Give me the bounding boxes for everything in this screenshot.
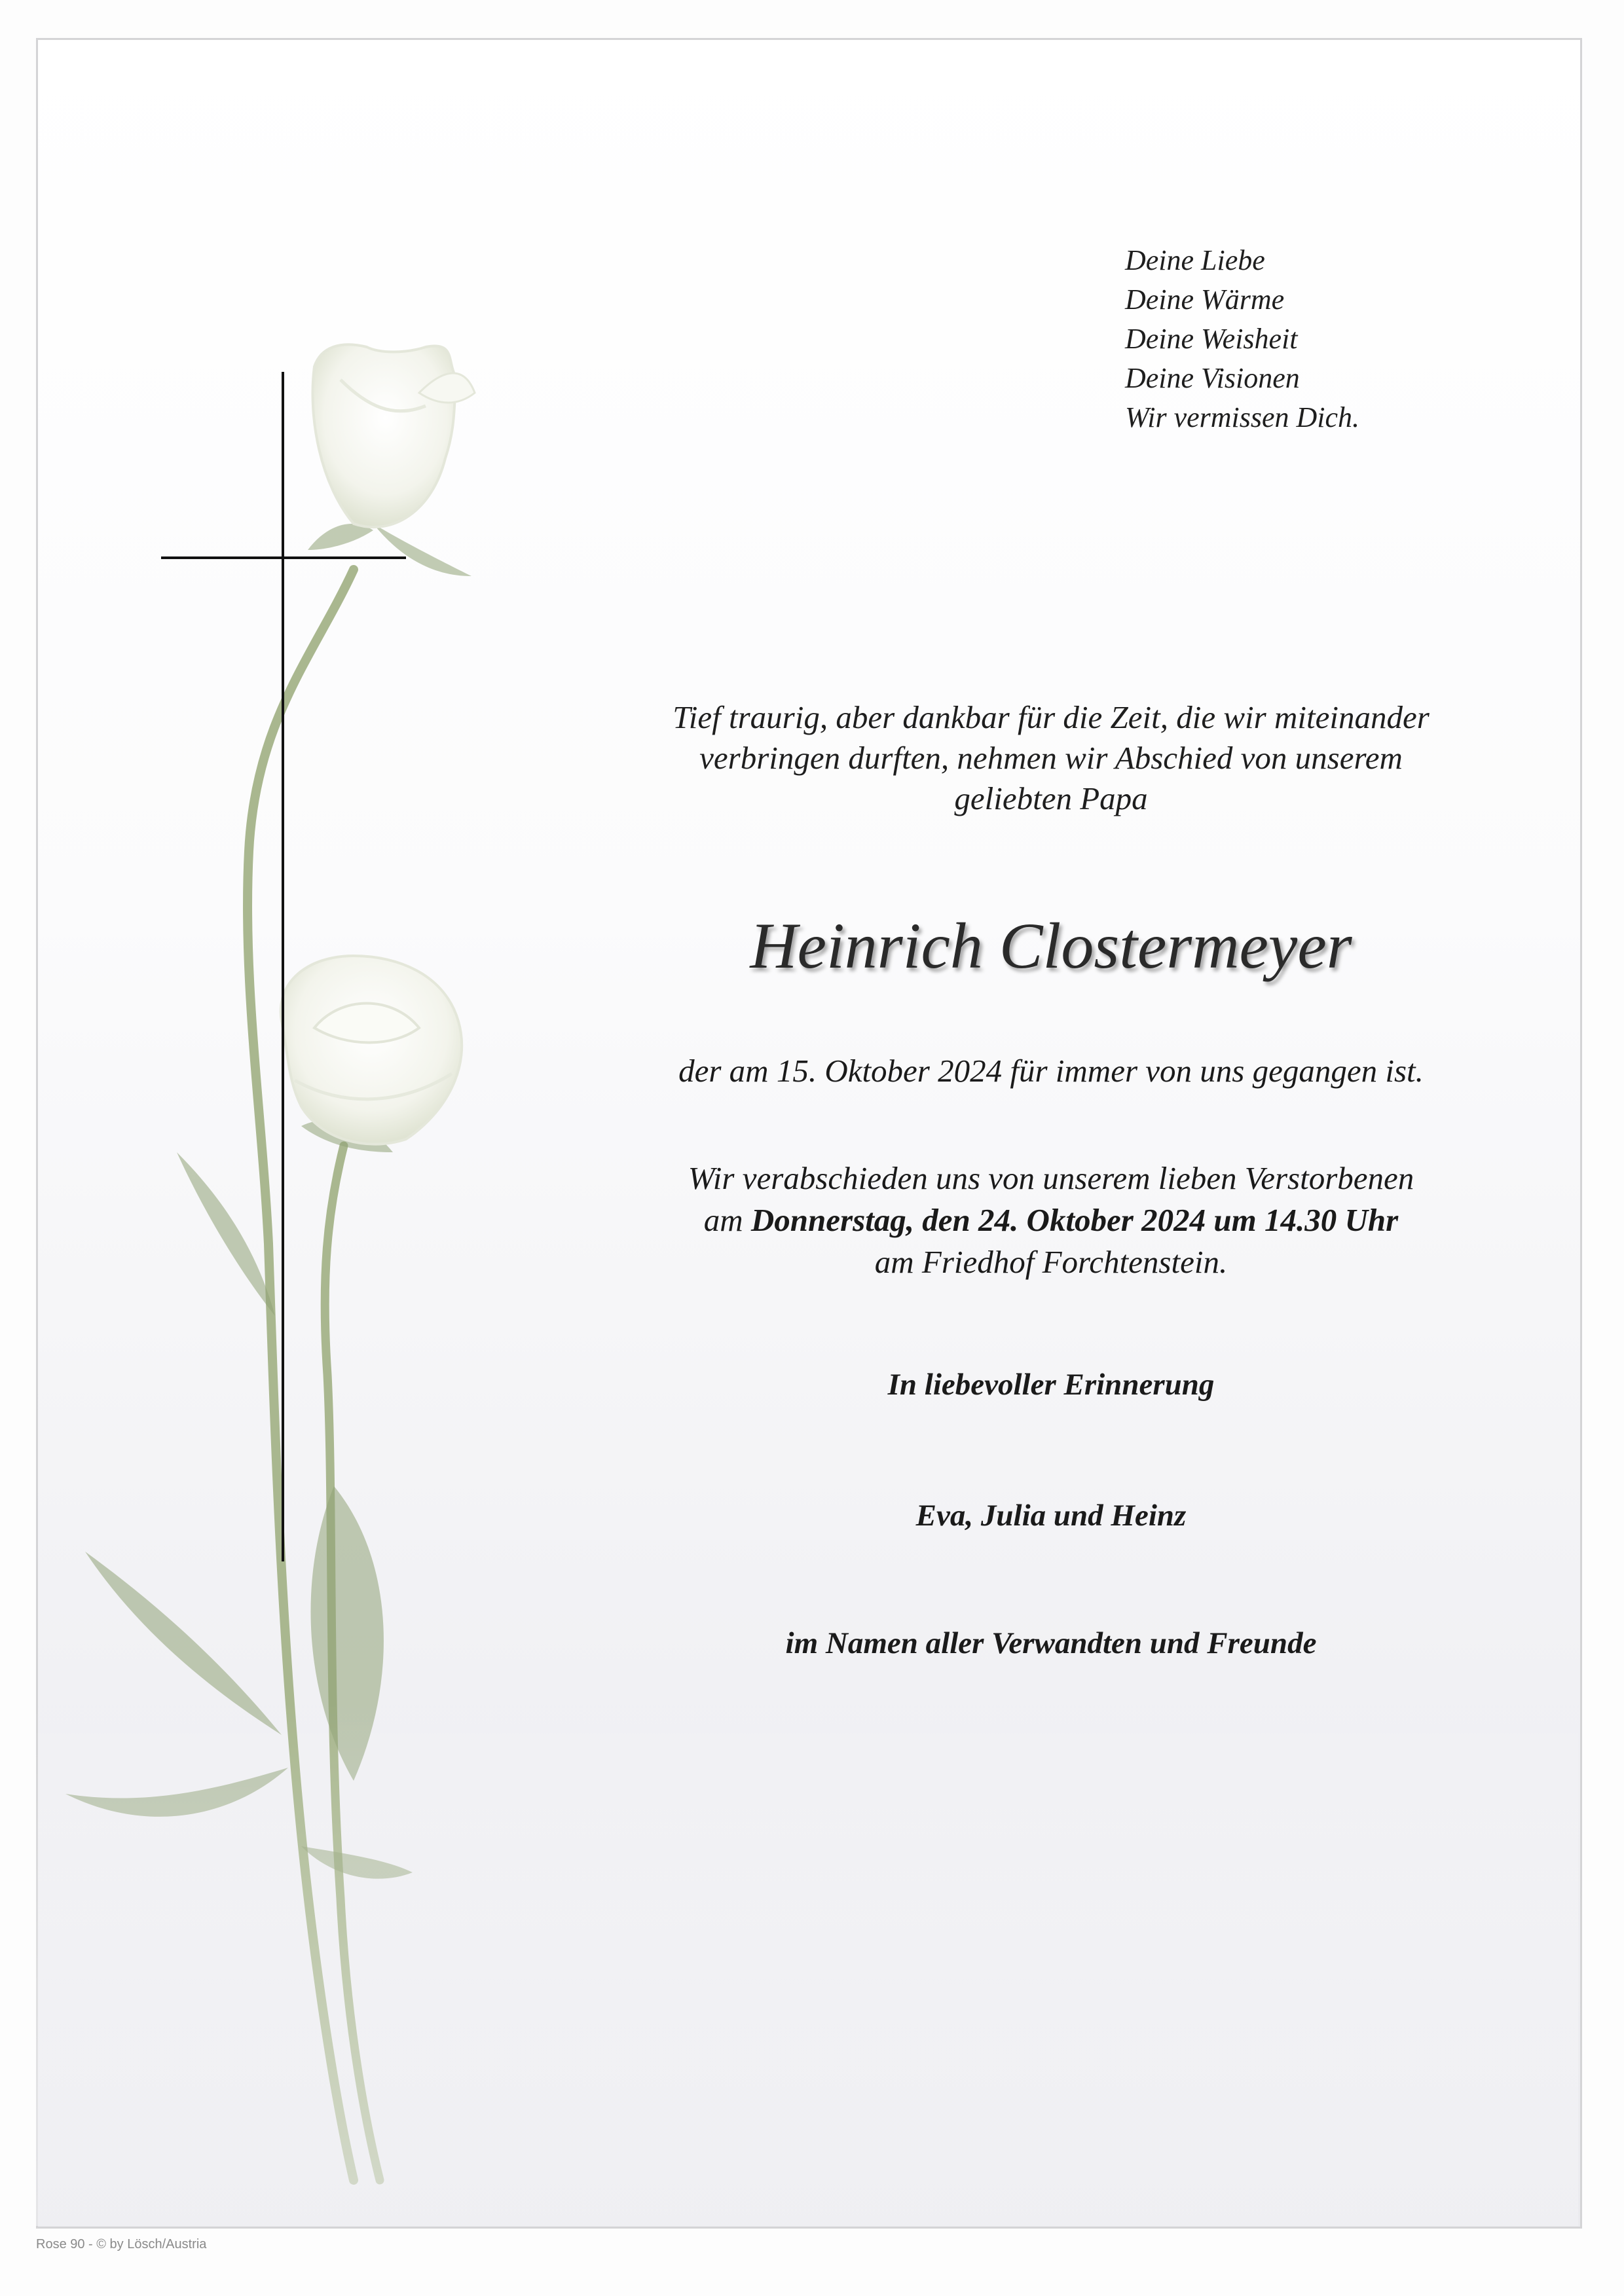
poem-line: Wir vermissen Dich. xyxy=(1125,401,1360,433)
funeral-date-prefix: am xyxy=(703,1202,751,1238)
funeral-line-2 xyxy=(511,1199,1591,1241)
funeral-location: am Friedhof Forchtenstein. xyxy=(874,1244,1228,1280)
rose-bloom-lower xyxy=(281,956,462,1144)
intro-line: verbringen durften, nehmen wir Abschied von unserem xyxy=(699,740,1403,776)
intro-line: Tief traurig, aber dankbar für die Zeit, die wir miteinander xyxy=(673,699,1430,735)
mourners-names: Eva, Julia und Heinz xyxy=(915,1499,1187,1533)
on-behalf-line: im Namen aller Verwandten und Freunde xyxy=(785,1626,1317,1660)
death-notice: der am 15. Oktober 2024 für immer von uns gegangen ist. xyxy=(678,1053,1424,1089)
poem-line: Deine Wärme xyxy=(1125,283,1285,316)
poem-line: Deine Liebe xyxy=(1125,244,1265,276)
funeral-details xyxy=(511,1157,1591,1283)
memorial-poem xyxy=(1125,241,1359,437)
deceased-name: Heinrich Clostermeyer xyxy=(750,909,1352,982)
intro-line: geliebten Papa xyxy=(954,780,1148,816)
poem-line: Deine Weisheit xyxy=(1125,323,1298,355)
intro-text xyxy=(511,697,1591,819)
template-credit: Rose 90 - © by Lösch/Austria xyxy=(36,2237,207,2251)
funeral-date: Donnerstag, den 24. Oktober 2024 um 14.30 Uhr xyxy=(750,1202,1399,1238)
remembrance-line: In liebevoller Erinnerung xyxy=(887,1368,1215,1402)
rose-bud-top xyxy=(313,344,475,527)
poem-line: Deine Visionen xyxy=(1125,362,1300,394)
funeral-line-1: Wir verabschieden uns von unserem lieben Verstorbenen xyxy=(688,1160,1414,1196)
